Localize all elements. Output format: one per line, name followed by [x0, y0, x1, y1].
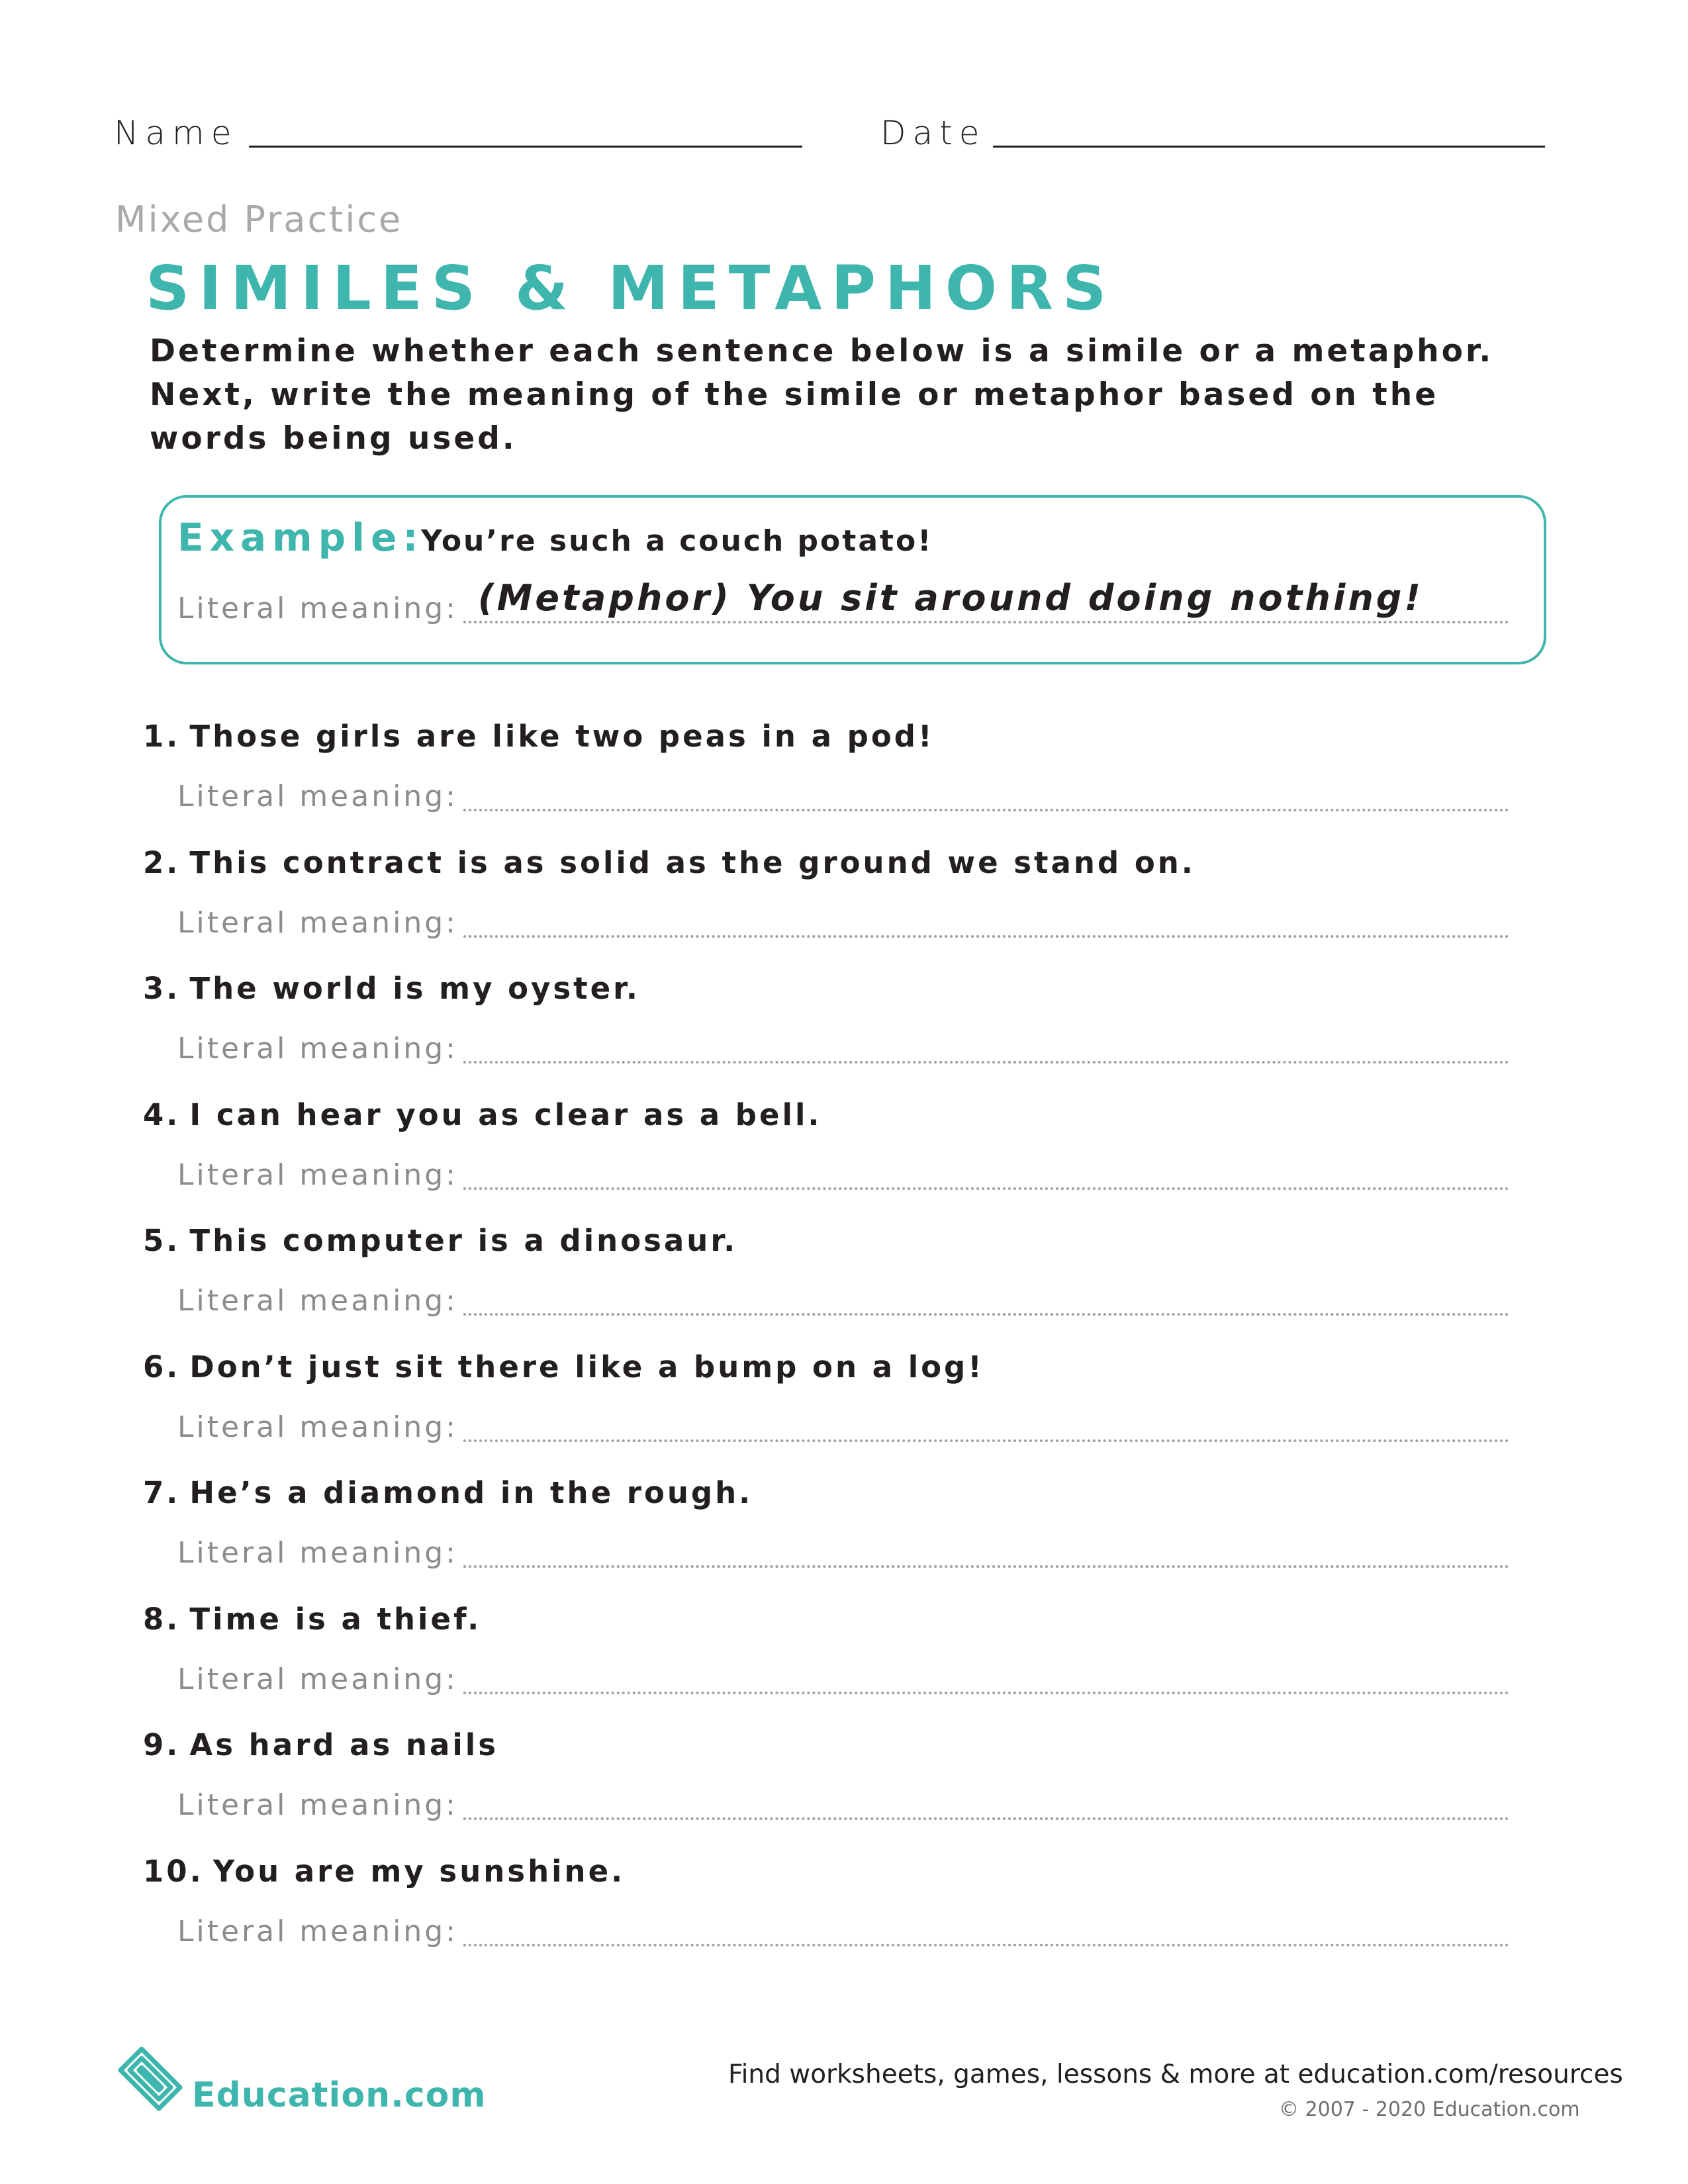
question-number: 5.	[143, 1223, 181, 1258]
question-text: The world is my oyster.	[189, 971, 641, 1006]
education-logo-icon	[114, 2042, 187, 2115]
question-text: I can hear you as clear as a bell.	[189, 1097, 822, 1132]
worksheet-kicker: Mixed Practice	[115, 199, 403, 240]
answer-line[interactable]	[463, 1439, 1509, 1442]
question-1	[143, 719, 934, 754]
question-number: 1.	[143, 719, 181, 754]
example-sentence: You’re such a couch potato!	[421, 524, 933, 558]
example-answer: (Metaphor) You sit around doing nothing!	[478, 577, 1424, 619]
literal-meaning-label: Literal meaning:	[177, 1915, 458, 1948]
question-number: 8.	[143, 1602, 181, 1637]
answer-line[interactable]	[463, 1565, 1509, 1568]
literal-meaning-label: Literal meaning:	[177, 1032, 458, 1066]
answer-line[interactable]	[463, 1061, 1509, 1064]
question-number: 9.	[143, 1727, 181, 1762]
example-meaning-label: Literal meaning:	[177, 592, 458, 625]
answer-line[interactable]	[463, 935, 1509, 938]
answer-line[interactable]	[463, 809, 1509, 811]
question-number: 10.	[143, 1854, 204, 1889]
literal-meaning-label: Literal meaning:	[177, 1284, 458, 1318]
name-field[interactable]	[249, 146, 802, 148]
literal-meaning-label: Literal meaning:	[177, 906, 458, 940]
literal-meaning-label: Literal meaning:	[177, 1158, 458, 1192]
question-number: 7.	[143, 1475, 181, 1510]
question-9	[143, 1727, 498, 1762]
answer-line[interactable]	[463, 1313, 1509, 1316]
question-number: 4.	[143, 1097, 181, 1132]
answer-line[interactable]	[463, 1944, 1509, 1946]
date-label: Date	[880, 114, 986, 152]
literal-meaning-label: Literal meaning:	[177, 1788, 458, 1822]
instruction-line: words being used.	[150, 420, 517, 457]
question-8	[143, 1602, 481, 1637]
name-label: Name	[114, 114, 238, 152]
question-number: 3.	[143, 971, 181, 1006]
answer-line[interactable]	[463, 1692, 1509, 1694]
question-3	[143, 971, 640, 1006]
footer-brand: Education.com	[192, 2075, 487, 2115]
question-4	[143, 1097, 821, 1132]
page-title: SIMILES & METAPHORS	[146, 253, 1116, 324]
footer-copyright: © 2007 - 2020 Education.com	[1279, 2098, 1580, 2121]
footer-tagline[interactable]: Find worksheets, games, lessons & more at education.com/resources	[728, 2060, 1623, 2089]
question-2	[143, 845, 1196, 880]
question-number: 2.	[143, 845, 181, 880]
question-text: As hard as nails	[189, 1727, 499, 1762]
question-text: Those girls are like two peas in a pod!	[189, 719, 935, 754]
question-text: You are my sunshine.	[212, 1854, 626, 1889]
question-text: This computer is a dinosaur.	[189, 1223, 738, 1258]
literal-meaning-label: Literal meaning:	[177, 1662, 458, 1696]
literal-meaning-label: Literal meaning:	[177, 780, 458, 813]
question-7	[143, 1475, 753, 1510]
question-text: He’s a diamond in the rough.	[189, 1475, 753, 1510]
question-10	[143, 1854, 625, 1889]
instruction-line: Next, write the meaning of the simile or metaphor based on the	[150, 377, 1439, 413]
instructions	[150, 330, 1573, 461]
instruction-line: Determine whether each sentence below is a simile or a metaphor.	[150, 333, 1494, 369]
literal-meaning-label: Literal meaning:	[177, 1410, 458, 1444]
question-text: Don’t just sit there like a bump on a log!	[189, 1349, 984, 1385]
question-text: Time is a thief.	[189, 1602, 482, 1637]
date-field[interactable]	[993, 146, 1545, 148]
question-5	[143, 1223, 737, 1258]
question-6	[143, 1349, 984, 1385]
question-text: This contract is as solid as the ground we stand on.	[189, 845, 1196, 880]
answer-line[interactable]	[463, 1817, 1509, 1820]
example-label: Example:	[177, 515, 424, 560]
answer-line[interactable]	[463, 1187, 1509, 1190]
example-answer-line	[463, 621, 1509, 623]
literal-meaning-label: Literal meaning:	[177, 1536, 458, 1570]
question-number: 6.	[143, 1349, 181, 1385]
